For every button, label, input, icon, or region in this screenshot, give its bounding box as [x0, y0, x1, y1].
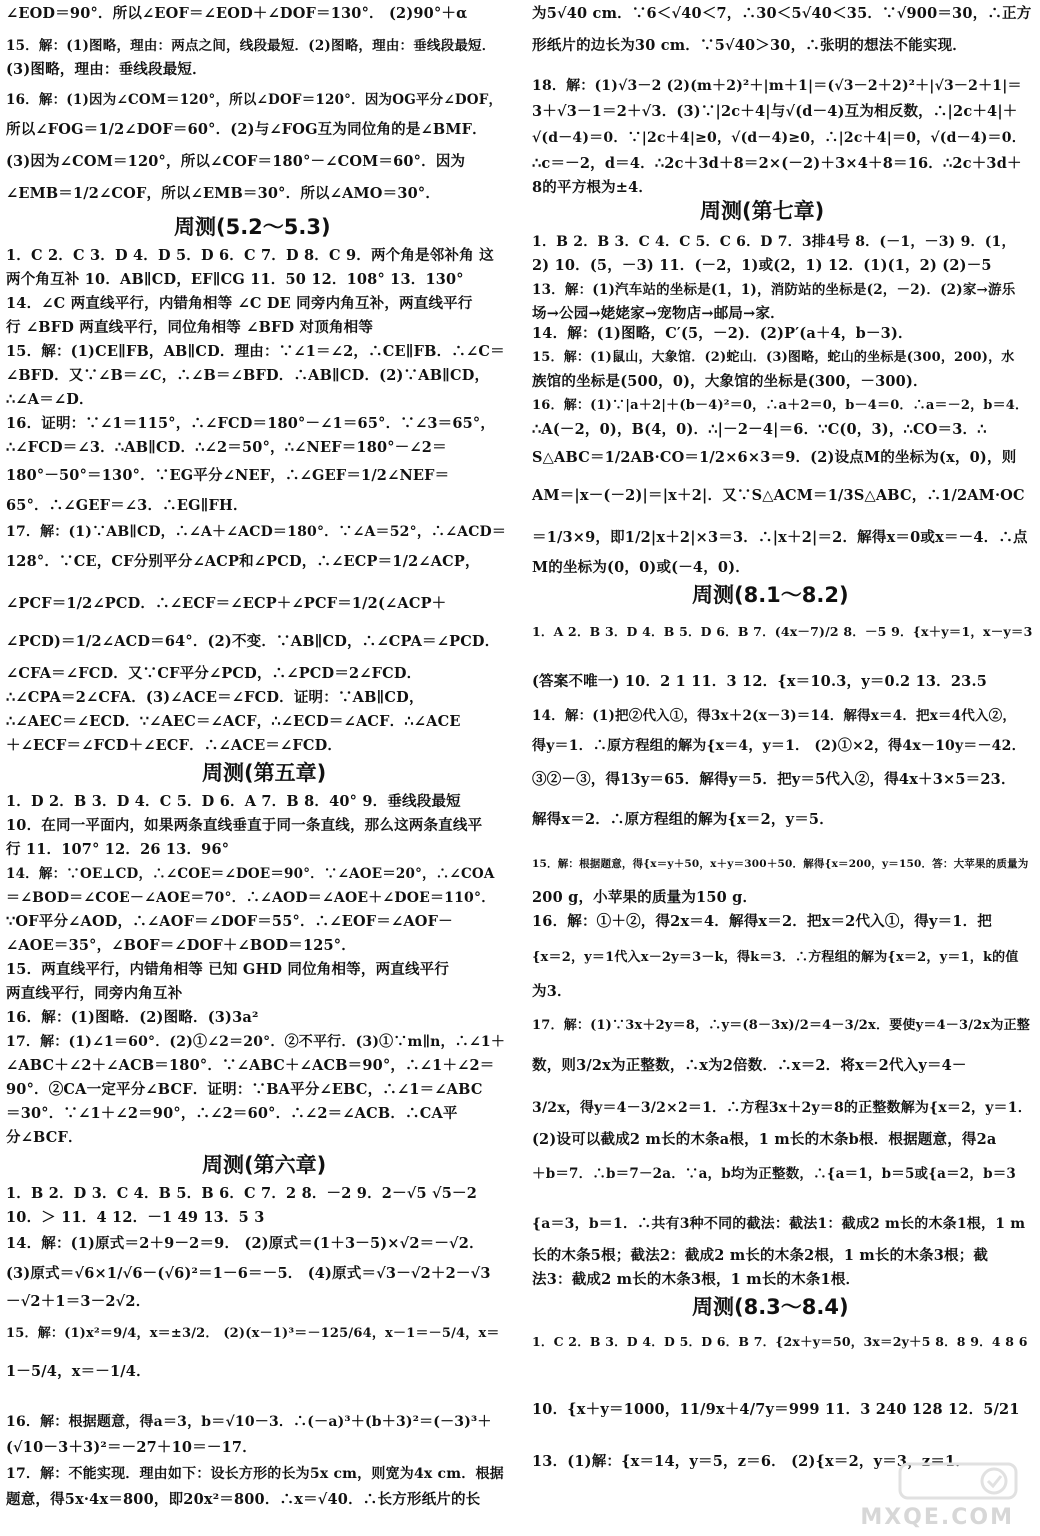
- left-text-line: 行 ∠BFD 两直线平行，同位角相等 ∠BFD 对顶角相等: [6, 319, 374, 336]
- left-text-line: ∠EMB＝1/2∠COF，所以∠EMB＝30°．所以∠AMO＝30°．: [6, 185, 441, 202]
- left-text-line: 17．解：(1)∵AB∥CD，∴∠A＋∠ACD＝180°．∵∠A＝52°，∴∠ACD＝: [6, 524, 507, 540]
- left-text-line: (3)图略，理由：垂线段最短．: [6, 61, 207, 78]
- left-text-line: ∠AOE＝35°，∠BOF＝∠DOF＋∠BOD＝125°．: [6, 937, 356, 954]
- left-text-line: 1．C 2．C 3．D 4．D 5．D 6．C 7．D 8．C 9．两个角是邻补角 这: [6, 247, 494, 264]
- left-text-line: 14．解：(1)原式＝2＋9－2＝9． (2)原式＝(1＋3－5)×√2＝－√2．: [6, 1235, 484, 1252]
- right-text-line: 14．解：(1)把②代入①，得3x＋2(x－3)＝14．解得x＝4．把x＝4代入②，: [532, 708, 1017, 724]
- right-text-line: 200 g，小苹果的质量为150 g．: [532, 889, 758, 906]
- right-text-line: 为3．: [532, 983, 572, 1000]
- left-text-line: ∴∠CPA＝2∠CFA．(3)∠ACE＝∠FCD．证明：∵AB∥CD，: [6, 689, 424, 706]
- right-text-line: 15．解：(1)鼠山，大象馆．(2)蛇山．(3)图略，蛇山的坐标是(300，200)，水: [532, 350, 1015, 365]
- left-text-line: 180°－50°＝130°．∵EG平分∠NEF，∴∠GEF＝1/2∠NEF＝: [6, 467, 450, 484]
- left-section-heading: 周测(第五章): [202, 761, 327, 785]
- left-text-line: 17．解：(1)∠1＝60°．(2)①∠2＝20°．②不平行．(3)①∵m∥n，∴∠1＋: [6, 1034, 506, 1050]
- right-text-line: 16．解：(1)∵|a＋2|＋(b－4)²＝0，∴a＋2＝0，b－4＝0．∴a＝－2，b＝4．: [532, 398, 1029, 413]
- right-text-line: (2)设可以截成2 m长的木条a根，1 m长的木条b根．根据题意，得2a: [532, 1131, 997, 1148]
- left-text-line: ∴∠AEC＝∠ECD．∵∠AEC＝∠ACF，∴∠ECD＝∠ACF．∴∠ACE: [6, 713, 461, 730]
- right-text-line: {x＝2，y＝1代入x－2y＝3－k，得k＝3．∴方程组的解为{x＝2，y＝1，k的值: [532, 950, 1019, 965]
- right-text-line: 2) 10．(5，－3) 11．(－2，1)或(2，1) 12．(1)(1，2) (2)－5: [532, 257, 992, 274]
- right-section-heading: 周测(8.3～8.4): [692, 1295, 849, 1319]
- right-text-line: 得y＝1．∴原方程组的解为{x＝4，y＝1． (2)①×2，得4x－10y＝－42．: [532, 738, 1026, 754]
- left-text-line: 1．B 2．D 3．C 4．B 5．B 6．C 7．2 8．－2 9．2－√5 √5－2: [6, 1185, 478, 1202]
- left-text-line: 16．证明：∵∠1＝115°，∴∠FCD＝180°－∠1＝65°．∵∠3＝65°，: [6, 415, 496, 432]
- right-text-line: 10．{x＋y＝1000，11/9x＋4/7y＝999 11．3 240 128 12．5/21: [532, 1401, 1020, 1418]
- left-text-line: 16．解：(1)因为∠COM＝120°，所以∠DOF＝120°．因为OG平分∠DOF，: [6, 92, 503, 108]
- right-text-line: 形纸片的边长为30 cm．∵5√40＞30，∴张明的想法不能实现．: [532, 37, 967, 54]
- right-text-line: 1．A 2．B 3．D 4．B 5．D 6．B 7．(4x－7)/2 8．－5 9．{x＋y＝1，x－y＝3: [532, 624, 1033, 639]
- left-text-line: ∠PCF＝1/2∠PCD．∴∠ECF＝∠ECP＋∠PCF＝1/2(∠ACP＋: [6, 595, 447, 612]
- left-text-line: 所以∠FOG＝1/2∠DOF＝60°．(2)与∠FOG互为同位角的是∠BMF．: [6, 121, 487, 138]
- right-text-line: M的坐标为(0，0)或(－4，0)．: [532, 559, 750, 576]
- right-text-line: ＝1/3×9，即1/2|x＋2|×3＝3．∴|x＋2|＝2．解得x＝0或x＝－4．∴点: [532, 529, 1028, 546]
- right-text-line: (答案不唯一) 10．2 1 11．3 12．{x＝10.3，y＝0.2 13．23.5: [532, 673, 987, 690]
- left-text-line: ＋∠ECF＝∠FCD＋∠ECF．∴∠ACE＝∠FCD．: [6, 737, 343, 754]
- right-text-line: 法3：截成2 m长的木条3根，1 m长的木条1根．: [532, 1271, 861, 1288]
- right-text-line: S△ABC＝1/2AB·CO＝1/2×6×3＝9．(2)设点M的坐标为(x，0)，则: [532, 449, 1017, 466]
- left-text-line: 16．解：(1)图略．(2)图略．(3)3a²: [6, 1009, 259, 1026]
- left-text-line: 10．在同一平面内，如果两条直线垂直于同一条直线，那么这两条直线平: [6, 817, 483, 834]
- right-text-line: 族馆的坐标是(500，0)，大象馆的坐标是(300，－300)．: [532, 373, 928, 390]
- left-text-line: 两直线平行，同旁内角互补: [6, 985, 183, 1002]
- left-text-line: 17．解：不能实现．理由如下：设长方形的长为5x cm，则宽为4x cm．根据: [6, 1466, 504, 1482]
- left-text-line: 16．解：根据题意，得a＝3，b＝√10－3．∴(－a)³＋(b＋3)²＝(－3)³＋: [6, 1414, 492, 1430]
- right-text-line: 15．解：根据题意，得{x＝y＋50，x＋y＝300＋50．解得{x＝200，y＝150．答：大苹果的质量为: [532, 858, 1029, 870]
- right-text-line: 14．解：(1)图略，C′(5，－2)．(2)P′(a＋4，b－3)．: [532, 325, 913, 342]
- left-text-line: 65°．∴∠GEF＝∠3．∴EG∥FH．: [6, 497, 248, 514]
- right-text-line: 18．解：(1)√3－2 (2)(m＋2)²＋|m＋1|＝(√3－2＋2)²＋|√3－2＋1|＝: [532, 78, 1022, 94]
- right-text-line: 为5√40 cm．∵6＜√40＜7，∴30＜5√40＜35．∵√900＝30，∴正方: [532, 5, 1032, 22]
- left-text-line: 90°．②CA一定平分∠BCF．证明：∵BA平分∠EBC，∴∠1＝∠ABC: [6, 1081, 483, 1098]
- left-text-line: (√10－3＋3)²＝－27＋10＝－17．: [6, 1439, 257, 1456]
- left-text-line: ∠CFA＝∠FCD．又∵CF平分∠PCD，∴∠PCD＝2∠FCD．: [6, 665, 422, 682]
- left-section-heading: 周测(第六章): [202, 1153, 327, 1177]
- right-text-line: 8的平方根为±4．: [532, 179, 654, 196]
- right-section-heading: 周测(8.1～8.2): [692, 583, 849, 607]
- watermark-text: MXQE.COM: [860, 1505, 1014, 1530]
- left-text-line: 14．∠C 两直线平行，内错角相等 ∠C DE 同旁内角互补，两直线平行: [6, 295, 473, 312]
- left-text-line: (3)原式＝√6×1/√6－(√6)²＝1－6＝－5． (4)原式＝√3－√2＋2－√3: [6, 1265, 491, 1282]
- right-text-line: ＋b＝7．∴b＝7－2a．∵a，b均为正整数，∴{a＝1，b＝5或{a＝2，b＝3: [532, 1166, 1017, 1182]
- right-text-line: 1．C 2．B 3．D 4．D 5．D 6．B 7．{2x＋y＝50，3x＝2y＋5 8．8 9．4 8 6: [532, 1334, 1028, 1349]
- right-text-line: 13．(1)解：{x＝14，y＝5，z＝6． (2){x＝2，y＝3，z＝1．: [532, 1453, 971, 1470]
- right-text-line: 13．解：(1)汽车站的坐标是(1，1)，消防站的坐标是(2，－2)．(2)家→游乐: [532, 282, 1016, 298]
- left-text-line: ＝∠BOD＝∠COE－∠AOE＝70°．∴∠AOD＝∠AOE＋∠DOE＝110°．: [6, 890, 496, 906]
- left-text-line: 两个角互补 10．AB∥CD，EF∥CG 11．50 12．108° 13．130°: [6, 271, 464, 288]
- right-text-line: 3/2x，得y＝4－3/2×2＝1．∴方程3x＋2y＝8的正整数解为{x＝2，y＝1．: [532, 1100, 1032, 1116]
- right-text-line: {a＝3，b＝1．∴共有3种不同的截法：截法1：截成2 m长的木条1根，1 m: [532, 1216, 1026, 1232]
- right-section-heading: 周测(第七章): [700, 199, 825, 223]
- right-text-line: 解得x＝2．∴原方程组的解为{x＝2，y＝5．: [532, 811, 834, 828]
- right-text-line: 16．解：①＋②，得2x＝4．解得x＝2．把x＝2代入①，得y＝1．把: [532, 913, 992, 930]
- right-text-line: 数，则3/2x为正整数，∴x为2倍数．∴x＝2．将x＝2代入y＝4－: [532, 1057, 967, 1074]
- right-text-line: √(d－4)＝0．∵|2c＋4|≥0，√(d－4)≥0，∴|2c＋4|＝0，√(d－4)＝0．: [532, 130, 1026, 146]
- left-text-line: ∠EOD＝90°．所以∠EOF＝∠EOD＋∠DOF＝130°． (2)90°＋α: [6, 5, 468, 22]
- left-text-line: 1．D 2．B 3．D 4．C 5．D 6．A 7．B 8．40° 9．垂线段最短: [6, 793, 461, 810]
- right-text-line: ∴A(－2，0)，B(4，0)．∴|－2－4|＝6．∵C(0，3)，∴CO＝3．∴: [532, 421, 987, 438]
- right-text-line: 17．解：(1)∵3x＋2y＝8，∴y＝(8－3x)/2＝4－3/2x．要使y＝4－3/2x为正整: [532, 1018, 1030, 1033]
- left-text-line: (3)因为∠COM＝120°，所以∠COF＝180°－∠COM＝60°．因为: [6, 153, 466, 170]
- right-text-line: 1．B 2．B 3．C 4．C 5．C 6．D 7．3排4号 8．(－1，－3) 9．(1，: [532, 234, 1016, 250]
- left-text-line: 128°．∵CE，CF分别平分∠ACP和∠PCD，∴∠ECP＝1/2∠ACP，: [6, 553, 480, 570]
- left-text-line: 10．＞ 11．4 12．－1 49 13．5 3: [6, 1209, 265, 1226]
- right-text-line: 3＋√3－1＝2＋√3．(3)∵|2c＋4|与√(d－4)互为相反数，∴|2c＋4|＋: [532, 103, 1018, 120]
- left-text-line: ∠ABC＋∠2＋∠ACB＝180°．∵∠ABC＋∠ACB＝90°，∴∠1＋∠2＝: [6, 1057, 495, 1074]
- left-text-line: ∵OF平分∠AOD，∴∠AOF＝∠DOF＝55°．∴∠EOF＝∠AOF－: [6, 913, 453, 930]
- right-text-line: ③②－③，得13y＝65．解得y＝5．把y＝5代入②，得4x＋3×5＝23．: [532, 771, 1016, 788]
- left-text-line: 分∠BCF．: [6, 1129, 83, 1146]
- right-text-line: 场→公园→姥姥家→宠物店→邮局→家．: [532, 305, 785, 322]
- right-text-line: AM＝|x－(－2)|＝|x＋2|．又∵S△ACM＝1/3S△ABC，∴1/2AM·OC: [532, 487, 1025, 504]
- left-text-line: 15．解：(1)CE∥FB，AB∥CD．理由：∵∠1＝∠2，∴CE∥FB．∴∠C＝: [6, 343, 505, 360]
- left-text-line: 1－5/4，x＝－1/4．: [6, 1363, 151, 1380]
- left-text-line: 15．解：(1)图略，理由：两点之间，线段最短．(2)图略，理由：垂线段最短．: [6, 38, 496, 54]
- left-text-line: 题意，得5x·4x＝800，即20x²＝800．∴x＝√40．∴长方形纸片的长: [6, 1491, 481, 1508]
- left-text-line: 15．两直线平行，内错角相等 已知 GHD 同位角相等，两直线平行: [6, 961, 450, 978]
- left-section-heading: 周测(5.2～5.3): [174, 215, 331, 239]
- left-text-line: ∠PCD)＝1/2∠ACD＝64°．(2)不变．∵AB∥CD，∴∠CPA＝∠PCD．: [6, 633, 500, 650]
- left-text-line: 14．解：∵OE⊥CD，∴∠COE＝∠DOE＝90°．∵∠AOE＝20°，∴∠COA: [6, 866, 495, 882]
- left-text-line: ∴∠A＝∠D．: [6, 391, 94, 408]
- left-text-line: ∴∠FCD＝∠3．∴AB∥CD．∴∠2＝50°，∴∠NEF＝180°－∠2＝: [6, 439, 447, 456]
- left-text-line: －√2＋1＝3－2√2．: [6, 1293, 151, 1310]
- left-text-line: ＝30°．∵∠1＋∠2＝90°，∴∠2＝60°．∴∠2＝∠ACB．∴CA平: [6, 1105, 458, 1122]
- right-text-line: ∴c＝－2，d＝4．∴2c＋3d＋8＝2×(－2)＋3×4＋8＝16．∴2c＋3d＋: [532, 155, 1022, 172]
- left-text-line: ∠BFD．又∵∠B＝∠C，∴∠B＝∠BFD．∴AB∥CD．(2)∵AB∥CD，: [6, 367, 490, 384]
- left-text-line: 15．解：(1)x²＝9/4，x＝±3/2． (2)(x－1)³＝－125/64，x－1＝－5/4，x＝: [6, 1326, 500, 1341]
- right-text-line: 长的木条5根；截法2：截成2 m长的木条2根，1 m长的木条3根；截: [532, 1247, 989, 1264]
- left-text-line: 行 11．107° 12．26 13．96°: [6, 841, 230, 858]
